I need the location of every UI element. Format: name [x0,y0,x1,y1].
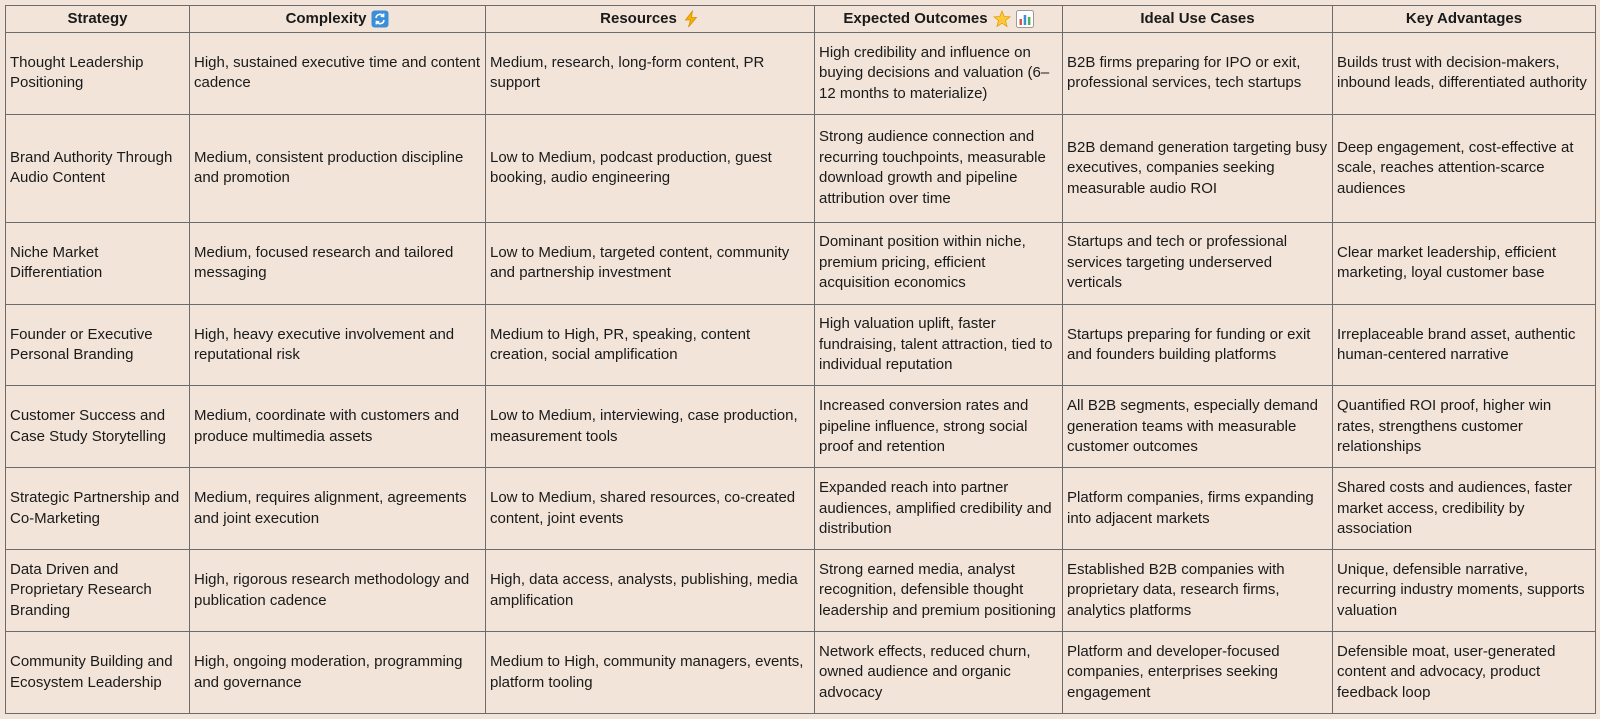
cell-complexity: Medium, requires alignment, agreements and joint execution [190,468,486,550]
header-complexity-label: Complexity [285,9,367,27]
cell-complexity: High, heavy executive involvement and reputational risk [190,304,486,386]
header-use-cases-label: Ideal Use Cases [1140,9,1255,27]
cell-outcomes: Strong audience connection and recurring touchpoints, measurable download growth and pipeline attribution over time [815,114,1063,222]
header-use-cases [1063,6,1333,33]
cell-advantages: Irreplaceable brand asset, authentic human-centered narrative [1333,304,1596,386]
cell-use-cases: Platform and developer-focused companies, enterprises seeking engagement [1063,632,1333,714]
table-header [6,6,1596,33]
header-row [6,6,1596,33]
cell-resources: Low to Medium, targeted content, community and partnership investment [486,222,815,304]
header-advantages [1333,6,1596,33]
header-advantages-label: Key Advantages [1405,9,1523,27]
cell-advantages: Clear market leadership, efficient marketing, loyal customer base [1333,222,1596,304]
cell-use-cases: All B2B segments, especially demand generation teams with measurable customer outcomes [1063,386,1333,468]
table-row [6,33,1596,115]
header-strategy-label: Strategy [67,9,128,27]
cell-use-cases: Established B2B companies with proprietary data, research firms, analytics platforms [1063,550,1333,632]
header-outcomes-label: Expected Outcomes [843,9,988,27]
cell-complexity: High, ongoing moderation, programming and governance [190,632,486,714]
cell-outcomes: Increased conversion rates and pipeline influence, strong social proof and retention [815,386,1063,468]
cell-advantages: Builds trust with decision-makers, inbound leads, differentiated authority [1333,33,1596,115]
cell-advantages: Defensible moat, user-generated content and advocacy, product feedback loop [1333,632,1596,714]
header-complexity [190,6,486,33]
strategy-table-container [5,5,1595,714]
cell-resources: High, data access, analysts, publishing, media amplification [486,550,815,632]
cell-complexity: Medium, consistent production discipline and promotion [190,114,486,222]
cell-outcomes: High valuation uplift, faster fundraising, talent attraction, tied to individual reputation [815,304,1063,386]
cell-strategy: Customer Success and Case Study Storytelling [6,386,190,468]
header-outcomes [815,6,1063,33]
table-row [6,222,1596,304]
header-resources-label: Resources [600,9,677,27]
cell-resources: Low to Medium, shared resources, co-created content, joint events [486,468,815,550]
cell-complexity: Medium, focused research and tailored messaging [190,222,486,304]
cell-use-cases: Startups and tech or professional services targeting underserved verticals [1063,222,1333,304]
cell-resources: Low to Medium, interviewing, case production, measurement tools [486,386,815,468]
cell-strategy: Data Driven and Proprietary Research Branding [6,550,190,632]
cell-strategy: Founder or Executive Personal Branding [6,304,190,386]
cell-strategy: Brand Authority Through Audio Content [6,114,190,222]
cell-outcomes: Expanded reach into partner audiences, amplified credibility and distribution [815,468,1063,550]
cell-outcomes: Dominant position within niche, premium pricing, efficient acquisition economics [815,222,1063,304]
cell-advantages: Unique, defensible narrative, recurring industry moments, supports valuation [1333,550,1596,632]
table-row [6,550,1596,632]
table-row [6,114,1596,222]
table-row [6,468,1596,550]
lightning-icon [682,10,700,28]
cell-strategy: Strategic Partnership and Co-Marketing [6,468,190,550]
refresh-icon [371,10,389,28]
table-row [6,304,1596,386]
cell-use-cases: B2B demand generation targeting busy executives, companies seeking measurable audio ROI [1063,114,1333,222]
header-strategy [6,6,190,33]
header-resources [486,6,815,33]
strategy-comparison-table [5,5,1596,714]
cell-advantages: Quantified ROI proof, higher win rates, strengthens customer relationships [1333,386,1596,468]
cell-outcomes: Network effects, reduced churn, owned audience and organic advocacy [815,632,1063,714]
cell-strategy: Thought Leadership Positioning [6,33,190,115]
cell-use-cases: Startups preparing for funding or exit and founders building platforms [1063,304,1333,386]
cell-complexity: Medium, coordinate with customers and produce multimedia assets [190,386,486,468]
cell-advantages: Shared costs and audiences, faster market access, credibility by association [1333,468,1596,550]
cell-strategy: Community Building and Ecosystem Leadership [6,632,190,714]
cell-resources: Low to Medium, podcast production, guest booking, audio engineering [486,114,815,222]
star-icon [993,10,1011,28]
cell-outcomes: High credibility and influence on buying decisions and valuation (6–12 months to materialize) [815,33,1063,115]
table-row [6,632,1596,714]
cell-advantages: Deep engagement, cost-effective at scale, reaches attention-scarce audiences [1333,114,1596,222]
cell-use-cases: B2B firms preparing for IPO or exit, professional services, tech startups [1063,33,1333,115]
cell-use-cases: Platform companies, firms expanding into adjacent markets [1063,468,1333,550]
cell-resources: Medium, research, long-form content, PR support [486,33,815,115]
cell-resources: Medium to High, PR, speaking, content creation, social amplification [486,304,815,386]
cell-complexity: High, rigorous research methodology and publication cadence [190,550,486,632]
cell-outcomes: Strong earned media, analyst recognition, defensible thought leadership and premium positioning [815,550,1063,632]
cell-resources: Medium to High, community managers, events, platform tooling [486,632,815,714]
table-body [6,33,1596,714]
bar-chart-icon [1016,10,1034,28]
table-row [6,386,1596,468]
cell-complexity: High, sustained executive time and content cadence [190,33,486,115]
cell-strategy: Niche Market Differentiation [6,222,190,304]
